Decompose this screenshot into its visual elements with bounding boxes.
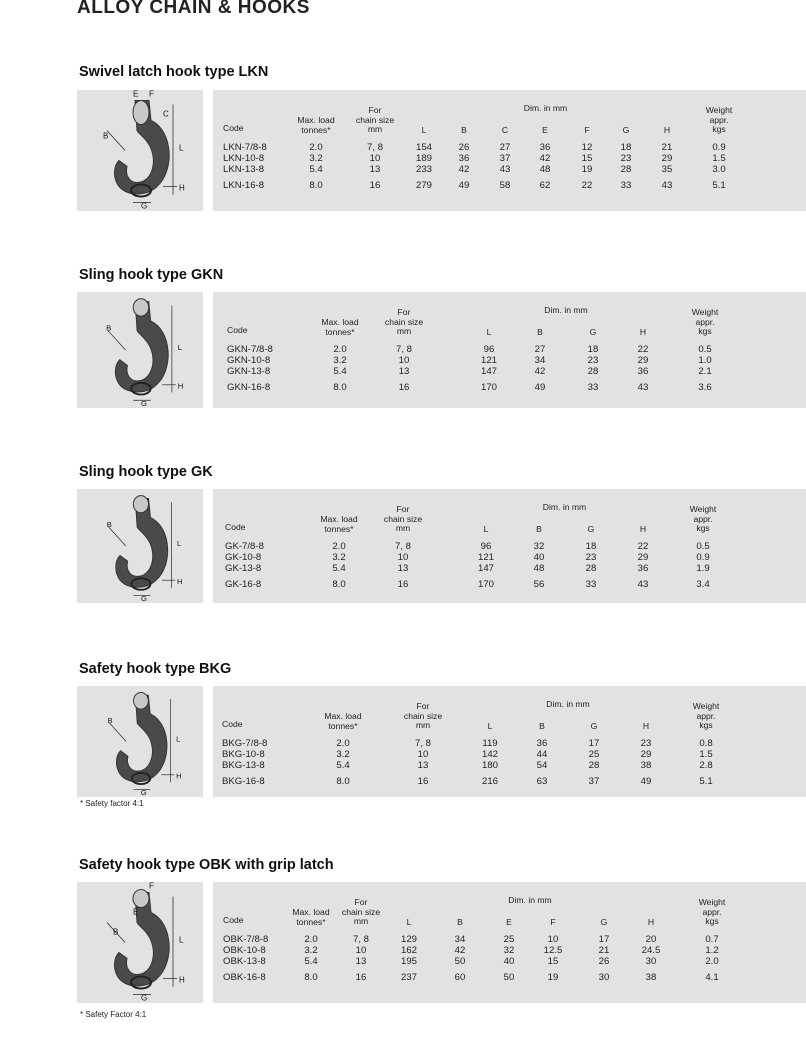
- header-chain-size: For chain size mm: [383, 504, 423, 533]
- hook-eye: [134, 692, 149, 709]
- row-dim-g: 18: [585, 541, 597, 552]
- row-dim-h: 22: [637, 541, 649, 552]
- row-dim-h: 29: [661, 153, 673, 164]
- dimension-label: G: [141, 201, 148, 211]
- row-dim-l: 154: [415, 142, 432, 153]
- row-dim-g: 23: [620, 153, 632, 164]
- product-section: [77, 267, 757, 408]
- product-section: [77, 661, 757, 797]
- section-title: Safety hook type BKG: [79, 661, 232, 677]
- dimension-label: E: [133, 907, 139, 917]
- header-weight: Weight appr. kgs: [691, 307, 719, 336]
- header-chain-size: For chain size mm: [355, 105, 395, 134]
- row-weight: 0.9: [696, 552, 710, 563]
- row-dim-h: 49: [640, 776, 652, 787]
- header-dim-h: H: [639, 327, 647, 337]
- row-max-load: 3.2: [304, 945, 318, 956]
- row-dim-l: 147: [480, 366, 497, 377]
- header-dim-g: G: [590, 721, 598, 731]
- row-dim-h: 38: [645, 972, 657, 983]
- dimension-label: L: [177, 343, 182, 352]
- row-weight: 2.8: [699, 760, 713, 771]
- hook-eye: [133, 496, 148, 513]
- row-weight: 3.0: [712, 164, 726, 175]
- row-dim-h: 22: [637, 344, 649, 355]
- row-code: OBK-13-8: [223, 956, 266, 967]
- row-weight: 3.6: [698, 382, 712, 393]
- row-dim-b: 48: [533, 563, 545, 574]
- row-dim-h: 24.5: [641, 945, 661, 956]
- row-chain-size: 7, 8: [394, 541, 411, 552]
- row-code: GK-16-8: [225, 579, 262, 590]
- hook-drawing: [77, 292, 203, 408]
- row-chain-size: 10: [369, 153, 381, 164]
- dimension-label: F: [149, 882, 154, 891]
- row-dim-l: 233: [415, 164, 432, 175]
- safety-footnote-obk: * Safety Factor 4:1: [80, 1010, 147, 1019]
- row-dim-g: 37: [588, 776, 600, 787]
- header-code: Code: [223, 123, 244, 133]
- header-dim-b: B: [457, 917, 463, 927]
- header-dim-e: E: [542, 125, 548, 135]
- row-dim-g: 33: [587, 382, 599, 393]
- header-dim-g: G: [622, 125, 630, 135]
- row-dim-e: 25: [503, 934, 515, 945]
- dimension-label: F: [149, 90, 154, 99]
- header-chain-size: For chain size mm: [384, 307, 424, 336]
- header-dim-b: B: [537, 327, 543, 337]
- row-weight: 0.9: [712, 142, 726, 153]
- dimension-label: E: [133, 90, 139, 99]
- row-dim-g: 18: [587, 344, 599, 355]
- dimension-label: G: [140, 594, 147, 603]
- header-chain-size: For chain size mm: [341, 897, 381, 926]
- row-dim-l: 279: [415, 180, 432, 191]
- row-code: GKN-16-8: [227, 382, 271, 393]
- row-dim-l: 162: [400, 945, 417, 956]
- row-weight: 1.2: [705, 945, 719, 956]
- row-chain-size: 7, 8: [414, 738, 431, 749]
- header-weight: Weight appr. kgs: [705, 105, 733, 134]
- row-dim-l: 195: [400, 956, 417, 967]
- header-weight: Weight appr. kgs: [689, 504, 717, 533]
- row-dim-b: 40: [533, 552, 545, 563]
- row-chain-size: 13: [355, 956, 367, 967]
- row-dim-h: 43: [637, 579, 649, 590]
- row-max-load: 2.0: [332, 541, 346, 552]
- dimension-line: [109, 527, 126, 546]
- header-code: Code: [223, 915, 244, 925]
- hook-image-panel: [77, 882, 203, 1003]
- row-dim-l: 96: [480, 541, 492, 552]
- row-dim-b: 32: [533, 541, 545, 552]
- dimension-label: L: [179, 143, 184, 153]
- header-dim-l: L: [421, 125, 427, 135]
- row-dim-e: 42: [539, 153, 551, 164]
- row-code: GKN-13-8: [227, 366, 271, 377]
- row-chain-size: 16: [355, 972, 367, 983]
- row-max-load: 5.4: [332, 563, 346, 574]
- row-dim-e: 62: [539, 180, 551, 191]
- row-max-load: 8.0: [332, 579, 346, 590]
- row-max-load: 5.4: [336, 760, 350, 771]
- row-weight: 4.1: [705, 972, 719, 983]
- row-dim-g: 21: [598, 945, 610, 956]
- dimension-label: H: [179, 183, 185, 193]
- row-max-load: 2.0: [304, 934, 318, 945]
- hook-drawing: [77, 882, 203, 1003]
- row-chain-size: 10: [355, 945, 367, 956]
- row-max-load: 8.0: [309, 180, 323, 191]
- hook-image-panel: [77, 686, 203, 797]
- row-code: LKN-10-8: [223, 153, 265, 164]
- row-dim-l: 189: [415, 153, 432, 164]
- row-code: BKG-7/8-8: [222, 738, 268, 749]
- row-dim-g: 28: [587, 366, 599, 377]
- row-dim-l: 237: [400, 972, 417, 983]
- row-dim-b: 49: [458, 180, 470, 191]
- header-dim-l: L: [487, 721, 493, 731]
- dimension-label: H: [177, 381, 184, 391]
- header-dim: Dim. in mm: [508, 895, 552, 905]
- row-weight: 0.5: [698, 344, 712, 355]
- row-dim-l: 170: [480, 382, 497, 393]
- row-dim-f: 12: [581, 142, 593, 153]
- row-chain-size: 13: [417, 760, 429, 771]
- row-code: BKG-16-8: [222, 776, 265, 787]
- dimension-label: G: [141, 993, 148, 1003]
- header-dim-l: L: [486, 327, 492, 337]
- header-dim-g: G: [589, 327, 597, 337]
- row-weight: 5.1: [699, 776, 713, 787]
- dimension-label: B: [106, 520, 112, 529]
- dimension-line: [108, 331, 125, 350]
- row-max-load: 8.0: [336, 776, 350, 787]
- row-dim-b: 27: [534, 344, 546, 355]
- row-weight: 1.0: [698, 355, 712, 366]
- row-dim-c: 37: [499, 153, 511, 164]
- page-title: ALLOY CHAIN & HOOKS: [77, 0, 310, 18]
- row-dim-h: 20: [645, 934, 657, 945]
- row-dim-e: 36: [539, 142, 551, 153]
- header-dim-b: B: [536, 524, 542, 534]
- header-dim-l: L: [406, 917, 412, 927]
- row-weight: 0.8: [699, 738, 713, 749]
- spec-table: [213, 489, 806, 603]
- row-chain-size: 7, 8: [366, 142, 383, 153]
- header-max-load: Max. load tonnes*: [321, 317, 359, 337]
- row-code: OBK-7/8-8: [223, 934, 269, 945]
- header-max-load: Max. load tonnes*: [297, 115, 335, 135]
- row-max-load: 2.0: [336, 738, 350, 749]
- row-dim-g: 33: [620, 180, 632, 191]
- row-code: LKN-7/8-8: [223, 142, 267, 153]
- row-dim-c: 58: [499, 180, 511, 191]
- row-dim-h: 29: [637, 552, 649, 563]
- row-chain-size: 10: [417, 749, 429, 760]
- row-dim-g: 18: [620, 142, 632, 153]
- row-dim-f: 12.5: [543, 945, 563, 956]
- row-max-load: 3.2: [336, 749, 350, 760]
- row-dim-h: 43: [637, 382, 649, 393]
- hook-drawing: [77, 90, 203, 211]
- dimension-line: [109, 723, 126, 742]
- header-dim: Dim. in mm: [523, 103, 568, 113]
- section-title: Sling hook type GK: [79, 464, 213, 480]
- hook-image-panel: [77, 489, 203, 603]
- hook-image-panel: [77, 90, 203, 211]
- row-dim-c: 43: [499, 164, 511, 175]
- row-max-load: 5.4: [304, 956, 318, 967]
- header-dim: Dim. in mm: [542, 502, 587, 512]
- row-dim-g: 25: [588, 749, 600, 760]
- row-dim-g: 23: [587, 355, 599, 366]
- row-dim-b: 50: [454, 956, 466, 967]
- header-dim-h: H: [647, 917, 655, 927]
- header-dim: Dim. in mm: [546, 699, 590, 709]
- spec-table: [213, 882, 806, 1003]
- header-dim: Dim. in mm: [544, 305, 588, 315]
- row-chain-size: 7, 8: [352, 934, 369, 945]
- row-dim-l: 170: [477, 579, 494, 590]
- row-chain-size: 7, 8: [395, 344, 412, 355]
- row-dim-l: 121: [480, 355, 497, 366]
- dimension-label: H: [177, 577, 183, 586]
- row-code: BKG-13-8: [222, 760, 265, 771]
- row-dim-f: 22: [581, 180, 593, 191]
- header-dim-g: G: [600, 917, 608, 927]
- header-dim-h: H: [639, 524, 647, 534]
- hook-eye: [133, 299, 148, 316]
- row-dim-l: 121: [477, 552, 494, 563]
- header-dim-c: C: [501, 125, 509, 135]
- row-chain-size: 16: [398, 382, 410, 393]
- row-chain-size: 10: [397, 552, 409, 563]
- row-dim-c: 27: [499, 142, 511, 153]
- row-max-load: 3.2: [333, 355, 347, 366]
- row-weight: 2.0: [705, 956, 719, 967]
- row-dim-b: 56: [533, 579, 545, 590]
- row-dim-f: 15: [581, 153, 593, 164]
- row-dim-g: 17: [598, 934, 610, 945]
- row-dim-b: 34: [454, 934, 466, 945]
- dimension-line: [107, 131, 125, 151]
- dimension-label: C: [163, 109, 169, 119]
- row-chain-size: 13: [397, 563, 409, 574]
- row-weight: 1.9: [696, 563, 710, 574]
- product-section: [77, 464, 757, 603]
- row-dim-b: 49: [534, 382, 546, 393]
- row-dim-e: 48: [539, 164, 551, 175]
- header-dim-h: H: [642, 721, 650, 731]
- header-dim-f: F: [584, 125, 590, 135]
- row-max-load: 2.0: [309, 142, 323, 153]
- row-dim-b: 36: [536, 738, 548, 749]
- row-code: GK-13-8: [225, 563, 262, 574]
- header-dim-e: E: [506, 917, 512, 927]
- dimension-label: B: [106, 323, 112, 333]
- dimension-label: H: [176, 771, 182, 781]
- spec-table: [213, 90, 806, 211]
- header-code: Code: [222, 719, 243, 729]
- row-dim-g: 17: [588, 738, 600, 749]
- row-code: BKG-10-8: [222, 749, 265, 760]
- row-weight: 5.1: [712, 180, 726, 191]
- row-dim-h: 36: [637, 563, 649, 574]
- hook-drawing: [77, 489, 203, 603]
- row-dim-g: 28: [588, 760, 600, 771]
- header-dim-f: F: [550, 917, 556, 927]
- dimension-label: B: [113, 927, 119, 937]
- row-dim-l: 96: [483, 344, 495, 355]
- row-max-load: 5.4: [309, 164, 323, 175]
- header-weight: Weight appr. kgs: [692, 701, 720, 730]
- row-weight: 2.1: [698, 366, 712, 377]
- row-max-load: 3.2: [332, 552, 346, 563]
- row-chain-size: 16: [397, 579, 409, 590]
- row-dim-h: 43: [661, 180, 673, 191]
- header-max-load: Max. load tonnes*: [320, 514, 358, 534]
- row-code: GK-7/8-8: [225, 541, 264, 552]
- row-dim-f: 19: [547, 972, 559, 983]
- hook-drawing: [77, 686, 203, 797]
- product-section: [77, 857, 757, 1003]
- row-code: LKN-16-8: [223, 180, 265, 191]
- row-dim-b: 60: [454, 972, 466, 983]
- row-code: OBK-10-8: [223, 945, 266, 956]
- row-dim-f: 15: [547, 956, 559, 967]
- row-dim-f: 19: [581, 164, 593, 175]
- hook-image-panel: [77, 292, 203, 408]
- dimension-label: G: [140, 788, 147, 797]
- row-dim-h: 21: [661, 142, 673, 153]
- row-weight: 3.4: [696, 579, 710, 590]
- header-code: Code: [225, 522, 246, 532]
- row-dim-l: 129: [400, 934, 417, 945]
- header-weight: Weight appr. kgs: [698, 897, 726, 926]
- row-dim-b: 44: [536, 749, 548, 760]
- hook-eye: [133, 101, 149, 125]
- row-chain-size: 16: [417, 776, 429, 787]
- row-dim-b: 34: [534, 355, 546, 366]
- row-dim-l: 119: [482, 738, 498, 749]
- header-code: Code: [227, 325, 248, 335]
- header-dim-g: G: [587, 524, 595, 534]
- row-dim-g: 26: [598, 956, 610, 967]
- row-dim-e: 32: [503, 945, 515, 956]
- dimension-label: G: [140, 399, 147, 408]
- dimension-label: B: [103, 131, 109, 141]
- row-dim-h: 38: [640, 760, 652, 771]
- dimension-label: H: [179, 975, 185, 985]
- row-dim-b: 26: [458, 142, 470, 153]
- row-max-load: 8.0: [333, 382, 347, 393]
- header-dim-l: L: [483, 524, 489, 534]
- row-code: GK-10-8: [225, 552, 262, 563]
- row-dim-h: 29: [637, 355, 649, 366]
- row-dim-h: 35: [661, 164, 673, 175]
- section-title: Swivel latch hook type LKN: [79, 64, 269, 80]
- row-dim-g: 28: [620, 164, 632, 175]
- row-code: LKN-13-8: [223, 164, 265, 175]
- spec-table: [213, 686, 806, 797]
- row-dim-b: 36: [458, 153, 470, 164]
- row-max-load: 8.0: [304, 972, 318, 983]
- row-max-load: 5.4: [333, 366, 347, 377]
- spec-table: [213, 292, 806, 408]
- row-dim-g: 23: [585, 552, 597, 563]
- hook-eye: [133, 890, 149, 908]
- row-code: GKN-10-8: [227, 355, 271, 366]
- row-dim-h: 23: [640, 738, 652, 749]
- row-chain-size: 16: [369, 180, 381, 191]
- row-dim-e: 50: [503, 972, 515, 983]
- header-max-load: Max. load tonnes*: [324, 711, 362, 731]
- dimension-label: L: [176, 734, 181, 744]
- row-dim-e: 40: [503, 956, 515, 967]
- product-section: [77, 64, 757, 211]
- dimension-label: B: [107, 716, 113, 725]
- row-dim-f: 10: [547, 934, 559, 945]
- row-dim-g: 28: [585, 563, 597, 574]
- section-title: Sling hook type GKN: [79, 267, 224, 283]
- dimension-label: L: [177, 539, 182, 548]
- row-weight: 0.5: [696, 541, 710, 552]
- row-dim-g: 30: [598, 972, 610, 983]
- row-dim-b: 42: [454, 945, 466, 956]
- row-dim-h: 36: [637, 366, 649, 377]
- row-weight: 0.7: [705, 934, 719, 945]
- row-dim-b: 63: [536, 776, 548, 787]
- safety-footnote: * Safety factor 4:1: [80, 799, 144, 808]
- row-chain-size: 13: [398, 366, 410, 377]
- row-code: GKN-7/8-8: [227, 344, 273, 355]
- header-dim-b: B: [539, 721, 545, 731]
- header-dim-b: B: [461, 125, 467, 135]
- row-chain-size: 10: [398, 355, 410, 366]
- row-weight: 1.5: [712, 153, 726, 164]
- row-dim-h: 30: [645, 956, 657, 967]
- row-dim-l: 147: [477, 563, 494, 574]
- row-chain-size: 13: [369, 164, 381, 175]
- header-dim-h: H: [663, 125, 671, 135]
- dimension-label: L: [179, 935, 184, 945]
- header-chain-size: For chain size mm: [403, 701, 443, 730]
- row-dim-b: 42: [534, 366, 546, 377]
- row-max-load: 3.2: [309, 153, 323, 164]
- header-max-load: Max. load tonnes*: [292, 907, 330, 927]
- row-max-load: 2.0: [333, 344, 347, 355]
- row-dim-l: 216: [481, 776, 498, 787]
- row-dim-b: 54: [536, 760, 548, 771]
- row-dim-g: 33: [585, 579, 597, 590]
- row-weight: 1.5: [699, 749, 713, 760]
- section-title: Safety hook type OBK with grip latch: [79, 857, 334, 873]
- row-dim-l: 142: [481, 749, 498, 760]
- row-dim-l: 180: [481, 760, 498, 771]
- row-code: OBK-16-8: [223, 972, 266, 983]
- row-dim-h: 29: [640, 749, 652, 760]
- row-dim-b: 42: [458, 164, 470, 175]
